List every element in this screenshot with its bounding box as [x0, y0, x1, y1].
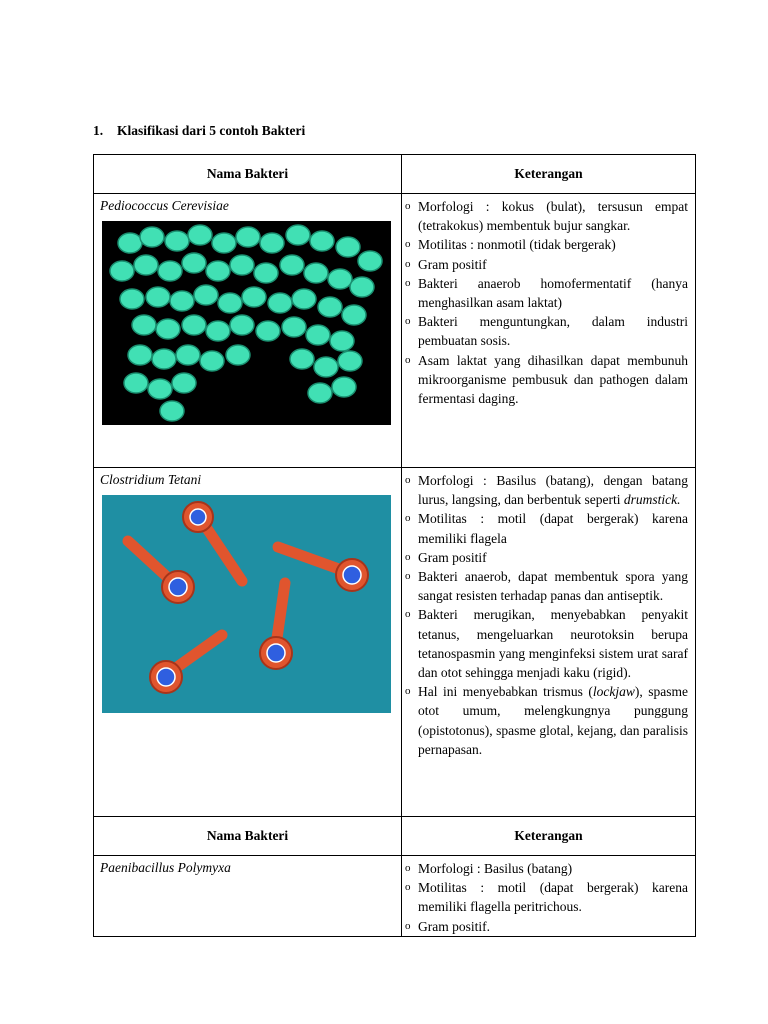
- section-number: 1.: [93, 123, 104, 138]
- bacteria-cocci-photo: [102, 221, 391, 425]
- bacteria-name-cell: [94, 856, 402, 937]
- list-item: o Bakteri merugikan, menyebabkan penyakit tetanus, mengeluarkan neurotoksin berupa tetanospasmin yang menginfeksi sistem urat saraf dan otot sehingga menjadi kaku (rigid).: [405, 605, 688, 682]
- bacteria-table: [93, 154, 696, 937]
- description-list: [402, 194, 695, 408]
- header-name: Nama Bakteri: [94, 155, 402, 194]
- list-item: o Bakteri anaerob, dapat membentuk spora yang sangat resisten terhadap panas dan antiseptik.: [405, 567, 688, 605]
- section-heading: [93, 123, 305, 139]
- list-item: o Bakteri menguntungkan, dalam industri pembuatan sosis.: [405, 312, 688, 350]
- bacteria-bacillus-drumstick-photo: [102, 495, 391, 713]
- header-desc: Keterangan: [402, 155, 696, 194]
- list-item: o Motilitas : motil (dapat bergerak) karena memiliki flagela: [405, 509, 688, 547]
- list-item: o Motilitas : nonmotil (tidak bergerak): [405, 235, 688, 254]
- bacteria-name-cell: [94, 194, 402, 468]
- list-item: o Bakteri anaerob homofermentatif (hanya menghasilkan asam laktat): [405, 274, 688, 312]
- header-name: Nama Bakteri: [94, 817, 402, 856]
- table-row: [94, 468, 696, 817]
- bacteria-desc-cell: [402, 468, 696, 817]
- list-item: o Morfologi : kokus (bulat), tersusun empat (tetrakokus) membentuk bujur sangkar.: [405, 197, 688, 235]
- list-item: o Motilitas : motil (dapat bergerak) karena memiliki flagella peritrichous.: [405, 878, 688, 916]
- list-item: o Gram positif: [405, 255, 688, 274]
- list-item: o Morfologi : Basilus (batang): [405, 859, 688, 878]
- list-item: o Gram positif: [405, 548, 688, 567]
- bacteria-name: Paenibacillus Polymyxa: [100, 860, 231, 875]
- description-list: [402, 468, 695, 759]
- table-header-row: [94, 155, 696, 194]
- bacteria-name: Clostridium Tetani: [100, 472, 202, 487]
- bacteria-name-cell: [94, 468, 402, 817]
- description-list: [402, 856, 695, 936]
- header-desc: Keterangan: [402, 817, 696, 856]
- list-item: o Gram positif.: [405, 917, 688, 936]
- section-title: Klasifikasi dari 5 contoh Bakteri: [117, 123, 306, 138]
- list-item: o Hal ini menyebabkan trismus (lockjaw), spasme otot umum, melengkungnya punggung (opistotonus), spasme glotal, kejang, dan paralisis pernapasan.: [405, 682, 688, 759]
- table-header-row: [94, 817, 696, 856]
- table-row: [94, 856, 696, 937]
- table-row: [94, 194, 696, 468]
- list-item: o Morfologi : Basilus (batang), dengan batang lurus, langsing, dan berbentuk seperti drumstick.: [405, 471, 688, 509]
- bacteria-desc-cell: [402, 856, 696, 937]
- list-item: o Asam laktat yang dihasilkan dapat membunuh mikroorganisme pembusuk dan pathogen dalam fermentasi daging.: [405, 351, 688, 409]
- bacteria-desc-cell: [402, 194, 696, 468]
- bacteria-name: Pediococcus Cerevisiae: [100, 198, 229, 213]
